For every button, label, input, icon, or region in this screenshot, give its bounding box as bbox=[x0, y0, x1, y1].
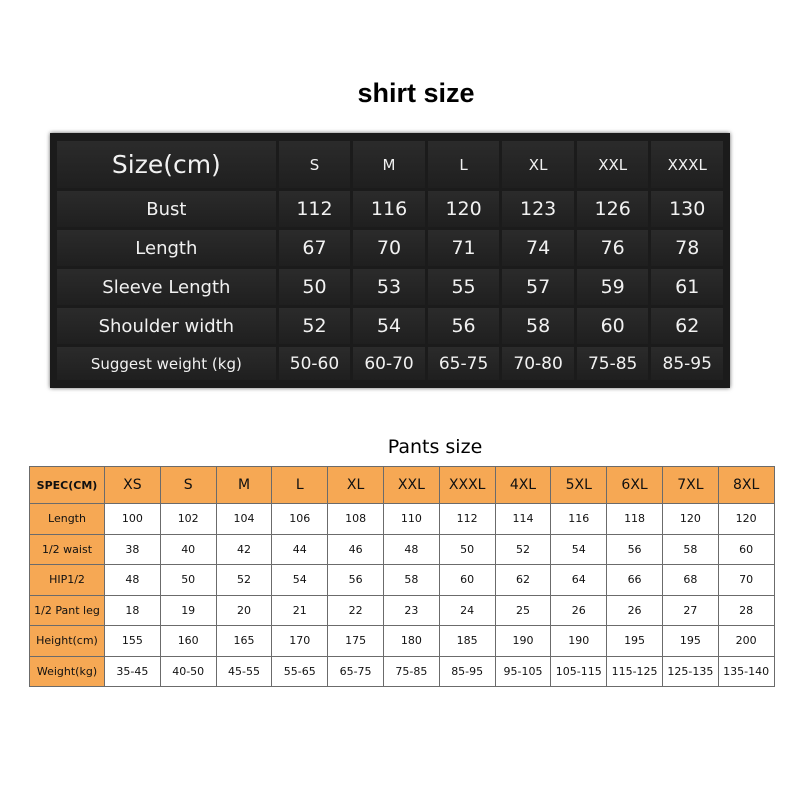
shirt-cell: 65-75 bbox=[428, 347, 500, 380]
pants-cell: 70 bbox=[718, 565, 774, 596]
shirt-size-header: XXXL bbox=[651, 141, 723, 188]
pants-cell: 48 bbox=[383, 534, 439, 565]
shirt-size-header: M bbox=[353, 141, 425, 188]
pants-row bbox=[30, 626, 775, 657]
pants-cell: 195 bbox=[607, 626, 663, 657]
shirt-size-header: XL bbox=[502, 141, 574, 188]
pants-cell: 120 bbox=[718, 504, 774, 535]
shirt-row-label: Sleeve Length bbox=[57, 269, 276, 305]
pants-cell: 190 bbox=[495, 626, 551, 657]
shirt-cell: 55 bbox=[428, 269, 500, 305]
shirt-cell: 85-95 bbox=[651, 347, 723, 380]
shirt-cell: 54 bbox=[353, 308, 425, 344]
pants-cell: 50 bbox=[439, 534, 495, 565]
pants-cell: 165 bbox=[216, 626, 272, 657]
shirt-size-header: S bbox=[279, 141, 351, 188]
pants-size-title: Pants size bbox=[387, 436, 483, 458]
pants-cell: 64 bbox=[551, 565, 607, 596]
pants-cell: 42 bbox=[216, 534, 272, 565]
pants-cell: 114 bbox=[495, 504, 551, 535]
pants-cell: 44 bbox=[272, 534, 328, 565]
pants-cell: 28 bbox=[718, 595, 774, 626]
shirt-cell: 50-60 bbox=[279, 347, 351, 380]
pants-cell: 38 bbox=[105, 534, 161, 565]
pants-cell: 45-55 bbox=[216, 656, 272, 687]
shirt-cell: 50 bbox=[279, 269, 351, 305]
pants-cell: 180 bbox=[383, 626, 439, 657]
shirt-cell: 61 bbox=[651, 269, 723, 305]
pants-size-header: XL bbox=[328, 467, 384, 504]
shirt-row-bust bbox=[57, 191, 723, 227]
pants-cell: 27 bbox=[662, 595, 718, 626]
pants-cell: 56 bbox=[607, 534, 663, 565]
shirt-row-label: Suggest weight (kg) bbox=[57, 347, 276, 380]
shirt-cell: 58 bbox=[502, 308, 574, 344]
pants-size-table bbox=[29, 466, 775, 687]
shirt-cell: 59 bbox=[577, 269, 649, 305]
shirt-row-label: Bust bbox=[57, 191, 276, 227]
pants-cell: 54 bbox=[551, 534, 607, 565]
pants-cell: 19 bbox=[160, 595, 216, 626]
shirt-size-header: XXL bbox=[577, 141, 649, 188]
pants-size-header: 4XL bbox=[495, 467, 551, 504]
pants-size-header: L bbox=[272, 467, 328, 504]
shirt-cell: 120 bbox=[428, 191, 500, 227]
pants-row bbox=[30, 595, 775, 626]
shirt-size-header: L bbox=[428, 141, 500, 188]
pants-size-header: XXXL bbox=[439, 467, 495, 504]
shirt-cell: 57 bbox=[502, 269, 574, 305]
shirt-cell: 76 bbox=[577, 230, 649, 266]
pants-cell: 95-105 bbox=[495, 656, 551, 687]
pants-cell: 104 bbox=[216, 504, 272, 535]
pants-row-label: Weight(kg) bbox=[30, 656, 105, 687]
shirt-cell: 52 bbox=[279, 308, 351, 344]
pants-cell: 55-65 bbox=[272, 656, 328, 687]
pants-cell: 102 bbox=[160, 504, 216, 535]
pants-cell: 65-75 bbox=[328, 656, 384, 687]
pants-cell: 135-140 bbox=[718, 656, 774, 687]
shirt-cell: 71 bbox=[428, 230, 500, 266]
pants-row-label: 1/2 Pant leg bbox=[30, 595, 105, 626]
pants-cell: 50 bbox=[160, 565, 216, 596]
shirt-row-label: Shoulder width bbox=[57, 308, 276, 344]
pants-cell: 85-95 bbox=[439, 656, 495, 687]
pants-row-label: 1/2 waist bbox=[30, 534, 105, 565]
pants-cell: 20 bbox=[216, 595, 272, 626]
pants-size-header: 5XL bbox=[551, 467, 607, 504]
pants-cell: 170 bbox=[272, 626, 328, 657]
shirt-cell: 126 bbox=[577, 191, 649, 227]
shirt-cell: 74 bbox=[502, 230, 574, 266]
pants-cell: 40-50 bbox=[160, 656, 216, 687]
pants-cell: 120 bbox=[662, 504, 718, 535]
pants-cell: 52 bbox=[495, 534, 551, 565]
shirt-cell: 62 bbox=[651, 308, 723, 344]
shirt-header-row bbox=[57, 141, 723, 188]
pants-header-label: SPEC(CM) bbox=[30, 467, 105, 504]
pants-size-header: S bbox=[160, 467, 216, 504]
pants-cell: 62 bbox=[495, 565, 551, 596]
shirt-cell: 116 bbox=[353, 191, 425, 227]
pants-row-label: Length bbox=[30, 504, 105, 535]
pants-cell: 108 bbox=[328, 504, 384, 535]
pants-cell: 18 bbox=[105, 595, 161, 626]
pants-cell: 175 bbox=[328, 626, 384, 657]
pants-cell: 60 bbox=[439, 565, 495, 596]
pants-cell: 40 bbox=[160, 534, 216, 565]
pants-cell: 66 bbox=[607, 565, 663, 596]
pants-cell: 105-115 bbox=[551, 656, 607, 687]
pants-row bbox=[30, 534, 775, 565]
shirt-row-shoulder-width bbox=[57, 308, 723, 344]
shirt-row-sleeve-length bbox=[57, 269, 723, 305]
pants-row-label: Height(cm) bbox=[30, 626, 105, 657]
shirt-size-chart bbox=[50, 133, 730, 388]
shirt-cell: 75-85 bbox=[577, 347, 649, 380]
shirt-cell: 60-70 bbox=[353, 347, 425, 380]
pants-cell: 195 bbox=[662, 626, 718, 657]
pants-size-header: M bbox=[216, 467, 272, 504]
pants-cell: 106 bbox=[272, 504, 328, 535]
pants-size-header: 7XL bbox=[662, 467, 718, 504]
pants-cell: 56 bbox=[328, 565, 384, 596]
pants-cell: 116 bbox=[551, 504, 607, 535]
pants-cell: 54 bbox=[272, 565, 328, 596]
pants-row-label: HIP1/2 bbox=[30, 565, 105, 596]
shirt-header-label: Size(cm) bbox=[57, 141, 276, 188]
shirt-cell: 70-80 bbox=[502, 347, 574, 380]
pants-cell: 100 bbox=[105, 504, 161, 535]
pants-cell: 26 bbox=[607, 595, 663, 626]
shirt-row-length bbox=[57, 230, 723, 266]
pants-cell: 48 bbox=[105, 565, 161, 596]
pants-cell: 160 bbox=[160, 626, 216, 657]
pants-row bbox=[30, 656, 775, 687]
shirt-row-suggest-weight bbox=[57, 347, 723, 380]
pants-cell: 35-45 bbox=[105, 656, 161, 687]
pants-cell: 115-125 bbox=[607, 656, 663, 687]
pants-cell: 118 bbox=[607, 504, 663, 535]
shirt-row-label: Length bbox=[57, 230, 276, 266]
pants-cell: 58 bbox=[383, 565, 439, 596]
pants-cell: 46 bbox=[328, 534, 384, 565]
pants-cell: 200 bbox=[718, 626, 774, 657]
shirt-cell: 130 bbox=[651, 191, 723, 227]
shirt-cell: 112 bbox=[279, 191, 351, 227]
pants-cell: 26 bbox=[551, 595, 607, 626]
shirt-cell: 56 bbox=[428, 308, 500, 344]
pants-cell: 68 bbox=[662, 565, 718, 596]
shirt-cell: 78 bbox=[651, 230, 723, 266]
pants-cell: 24 bbox=[439, 595, 495, 626]
pants-cell: 75-85 bbox=[383, 656, 439, 687]
pants-cell: 60 bbox=[718, 534, 774, 565]
shirt-cell: 53 bbox=[353, 269, 425, 305]
pants-cell: 190 bbox=[551, 626, 607, 657]
pants-cell: 52 bbox=[216, 565, 272, 596]
pants-cell: 23 bbox=[383, 595, 439, 626]
pants-cell: 155 bbox=[105, 626, 161, 657]
pants-cell: 25 bbox=[495, 595, 551, 626]
shirt-size-table bbox=[54, 138, 726, 383]
pants-size-header: 8XL bbox=[718, 467, 774, 504]
pants-cell: 21 bbox=[272, 595, 328, 626]
shirt-size-title: shirt size bbox=[357, 78, 475, 108]
shirt-cell: 123 bbox=[502, 191, 574, 227]
shirt-cell: 67 bbox=[279, 230, 351, 266]
shirt-cell: 60 bbox=[577, 308, 649, 344]
pants-cell: 22 bbox=[328, 595, 384, 626]
pants-size-header: XXL bbox=[383, 467, 439, 504]
shirt-cell: 70 bbox=[353, 230, 425, 266]
pants-cell: 110 bbox=[383, 504, 439, 535]
pants-cell: 125-135 bbox=[662, 656, 718, 687]
pants-size-header: XS bbox=[105, 467, 161, 504]
pants-size-header: 6XL bbox=[607, 467, 663, 504]
pants-row bbox=[30, 565, 775, 596]
pants-row bbox=[30, 504, 775, 535]
pants-cell: 58 bbox=[662, 534, 718, 565]
pants-header-row bbox=[30, 467, 775, 504]
pants-cell: 185 bbox=[439, 626, 495, 657]
pants-cell: 112 bbox=[439, 504, 495, 535]
